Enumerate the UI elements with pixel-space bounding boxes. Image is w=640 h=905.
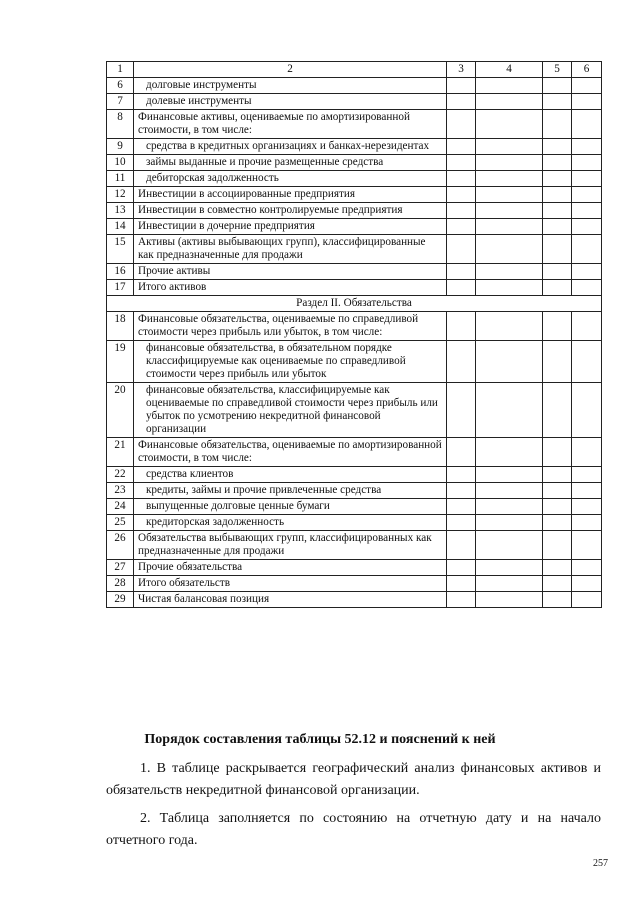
value-cell: [543, 235, 572, 264]
row-label: Финансовые обязательства, оцениваемые по амортизированной стоимости, в том числе:: [134, 438, 447, 467]
value-cell: [447, 280, 476, 296]
row-number: 25: [107, 515, 134, 531]
value-cell: [447, 560, 476, 576]
value-cell: [447, 467, 476, 483]
value-cell: [447, 264, 476, 280]
value-cell: [476, 187, 543, 203]
column-header: 2: [134, 62, 447, 78]
table-row: [107, 171, 602, 187]
value-cell: [476, 312, 543, 341]
value-cell: [572, 264, 602, 280]
value-cell: [543, 592, 572, 608]
row-label: Инвестиции в совместно контролируемые предприятия: [134, 203, 447, 219]
table-row: [107, 499, 602, 515]
row-number: 27: [107, 560, 134, 576]
value-cell: [543, 78, 572, 94]
value-cell: [572, 94, 602, 110]
value-cell: [447, 483, 476, 499]
table-row: [107, 576, 602, 592]
value-cell: [543, 187, 572, 203]
row-label: долговые инструменты: [134, 78, 447, 94]
row-label: Активы (активы выбывающих групп), классифицированные как предназначенные для продажи: [134, 235, 447, 264]
value-cell: [543, 383, 572, 438]
table-row: [107, 187, 602, 203]
row-label: дебиторская задолженность: [134, 171, 447, 187]
value-cell: [572, 499, 602, 515]
value-cell: [543, 171, 572, 187]
value-cell: [447, 576, 476, 592]
value-cell: [476, 483, 543, 499]
value-cell: [543, 94, 572, 110]
value-cell: [543, 312, 572, 341]
table-row: [107, 94, 602, 110]
row-number: 22: [107, 467, 134, 483]
row-label: Обязательства выбывающих групп, классифицированных как предназначенные для продажи: [134, 531, 447, 560]
value-cell: [543, 438, 572, 467]
value-cell: [476, 576, 543, 592]
row-number: 7: [107, 94, 134, 110]
value-cell: [476, 592, 543, 608]
row-label: Инвестиции в ассоциированные предприятия: [134, 187, 447, 203]
value-cell: [447, 438, 476, 467]
row-label: Прочие активы: [134, 264, 447, 280]
row-number: 18: [107, 312, 134, 341]
value-cell: [476, 560, 543, 576]
row-number: 23: [107, 483, 134, 499]
value-cell: [572, 312, 602, 341]
row-label: долевые инструменты: [134, 94, 447, 110]
row-label: Прочие обязательства: [134, 560, 447, 576]
row-number: 13: [107, 203, 134, 219]
row-number: 26: [107, 531, 134, 560]
value-cell: [572, 139, 602, 155]
table-row: [107, 155, 602, 171]
value-cell: [543, 264, 572, 280]
section-heading: Порядок составления таблицы 52.12 и пояснений к ней: [144, 732, 496, 747]
section-title: Раздел II. Обязательства: [107, 296, 602, 312]
row-label: средства клиентов: [134, 467, 447, 483]
paragraph-text: 1. В таблице раскрывается географический анализ финансовых активов и обязательств некредитной финансовой организации.: [106, 761, 601, 798]
value-cell: [543, 515, 572, 531]
value-cell: [476, 383, 543, 438]
table-row: [107, 235, 602, 264]
table-row: [107, 110, 602, 139]
value-cell: [572, 438, 602, 467]
column-header: 5: [543, 62, 572, 78]
value-cell: [572, 467, 602, 483]
value-cell: [572, 235, 602, 264]
row-number: 19: [107, 341, 134, 383]
value-cell: [543, 155, 572, 171]
paragraph-1: [106, 758, 601, 802]
value-cell: [447, 235, 476, 264]
value-cell: [572, 203, 602, 219]
table-header-row: [107, 62, 602, 78]
column-header: 3: [447, 62, 476, 78]
value-cell: [476, 219, 543, 235]
row-label: Чистая балансовая позиция: [134, 592, 447, 608]
table-row: [107, 383, 602, 438]
row-label: финансовые обязательства, классифицируемые как оцениваемые по справедливой стоимости через прибыль или убыток по усмотрению некредитной финансовой организации: [134, 383, 447, 438]
row-number: 9: [107, 139, 134, 155]
table-row: [107, 592, 602, 608]
row-number: 8: [107, 110, 134, 139]
value-cell: [447, 110, 476, 139]
row-label: Финансовые обязательства, оцениваемые по справедливой стоимости через прибыль или убыток, в том числе:: [134, 312, 447, 341]
value-cell: [476, 438, 543, 467]
row-label: выпущенные долговые ценные бумаги: [134, 499, 447, 515]
value-cell: [476, 235, 543, 264]
value-cell: [543, 576, 572, 592]
paragraph-2: [106, 808, 601, 852]
value-cell: [476, 280, 543, 296]
value-cell: [572, 515, 602, 531]
row-number: 12: [107, 187, 134, 203]
value-cell: [447, 592, 476, 608]
column-header: 6: [572, 62, 602, 78]
value-cell: [572, 219, 602, 235]
value-cell: [476, 531, 543, 560]
value-cell: [447, 515, 476, 531]
table-row: [107, 515, 602, 531]
column-header: 1: [107, 62, 134, 78]
value-cell: [447, 499, 476, 515]
value-cell: [572, 383, 602, 438]
table-row: [107, 467, 602, 483]
value-cell: [447, 383, 476, 438]
value-cell: [572, 187, 602, 203]
value-cell: [447, 94, 476, 110]
value-cell: [543, 203, 572, 219]
value-cell: [447, 78, 476, 94]
row-label: Итого активов: [134, 280, 447, 296]
table-row: [107, 341, 602, 383]
value-cell: [476, 341, 543, 383]
value-cell: [572, 155, 602, 171]
row-number: 29: [107, 592, 134, 608]
value-cell: [476, 94, 543, 110]
table-row: [107, 280, 602, 296]
value-cell: [572, 341, 602, 383]
row-label: Финансовые активы, оцениваемые по амортизированной стоимости, в том числе:: [134, 110, 447, 139]
value-cell: [447, 139, 476, 155]
value-cell: [543, 560, 572, 576]
value-cell: [543, 280, 572, 296]
value-cell: [543, 467, 572, 483]
table-row: [107, 312, 602, 341]
row-label: кредиты, займы и прочие привлеченные средства: [134, 483, 447, 499]
value-cell: [543, 483, 572, 499]
table-row: [107, 264, 602, 280]
value-cell: [543, 110, 572, 139]
value-cell: [476, 499, 543, 515]
value-cell: [572, 171, 602, 187]
row-number: 15: [107, 235, 134, 264]
value-cell: [476, 110, 543, 139]
value-cell: [476, 467, 543, 483]
value-cell: [447, 203, 476, 219]
value-cell: [447, 312, 476, 341]
row-number: 20: [107, 383, 134, 438]
value-cell: [476, 515, 543, 531]
row-number: 11: [107, 171, 134, 187]
balance-table: [106, 61, 602, 608]
row-number: 24: [107, 499, 134, 515]
value-cell: [447, 155, 476, 171]
table-row: [107, 560, 602, 576]
value-cell: [543, 499, 572, 515]
table-row: [107, 219, 602, 235]
value-cell: [476, 78, 543, 94]
value-cell: [447, 171, 476, 187]
value-cell: [572, 110, 602, 139]
row-number: 28: [107, 576, 134, 592]
row-label: финансовые обязательства, в обязательном порядке классифицируемые как оцениваемые по справедливой стоимости через прибыль или убыток: [134, 341, 447, 383]
table-row: [107, 483, 602, 499]
value-cell: [447, 219, 476, 235]
row-label: Итого обязательств: [134, 576, 447, 592]
value-cell: [572, 78, 602, 94]
value-cell: [572, 280, 602, 296]
value-cell: [572, 560, 602, 576]
column-header: 4: [476, 62, 543, 78]
value-cell: [476, 155, 543, 171]
value-cell: [543, 139, 572, 155]
value-cell: [543, 531, 572, 560]
value-cell: [543, 219, 572, 235]
value-cell: [476, 203, 543, 219]
value-cell: [447, 187, 476, 203]
row-number: 16: [107, 264, 134, 280]
row-number: 10: [107, 155, 134, 171]
row-label: займы выданные и прочие размещенные средства: [134, 155, 447, 171]
row-number: 21: [107, 438, 134, 467]
row-number: 17: [107, 280, 134, 296]
balance-table-body: [107, 62, 602, 608]
section-row: [107, 296, 602, 312]
table-row: [107, 78, 602, 94]
value-cell: [572, 592, 602, 608]
table-row: [107, 203, 602, 219]
row-label: Инвестиции в дочерние предприятия: [134, 219, 447, 235]
row-label: средства в кредитных организациях и банках-нерезидентах: [134, 139, 447, 155]
value-cell: [476, 139, 543, 155]
table-row: [107, 531, 602, 560]
row-number: 14: [107, 219, 134, 235]
table-row: [107, 139, 602, 155]
value-cell: [476, 171, 543, 187]
value-cell: [447, 531, 476, 560]
value-cell: [572, 576, 602, 592]
value-cell: [447, 341, 476, 383]
value-cell: [476, 264, 543, 280]
row-number: 6: [107, 78, 134, 94]
value-cell: [543, 341, 572, 383]
paragraph-text: 2. Таблица заполняется по состоянию на отчетную дату и на начало отчетного года.: [106, 811, 601, 848]
value-cell: [572, 531, 602, 560]
row-label: кредиторская задолженность: [134, 515, 447, 531]
value-cell: [572, 483, 602, 499]
table-row: [107, 438, 602, 467]
page-number: 257: [593, 858, 608, 869]
